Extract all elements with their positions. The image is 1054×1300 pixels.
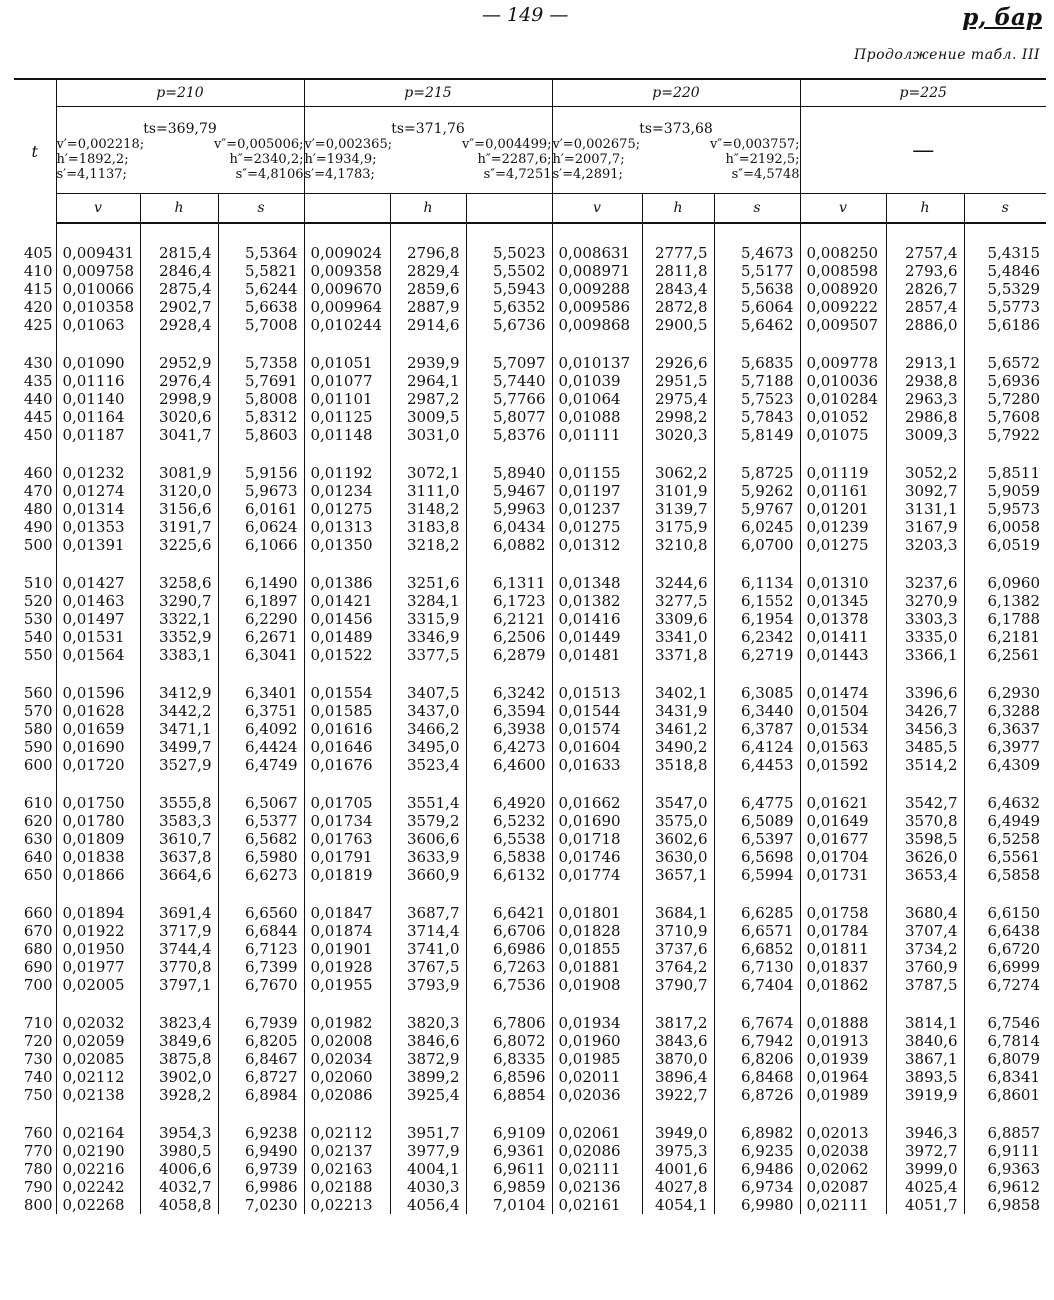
value-cell: 5,8940 5,9467 5,9963 6,0434 6,0882 <box>466 464 552 554</box>
value-cell: 6,8857 6,9111 6,9363 6,9612 6,9858 <box>987 1124 1041 1214</box>
value-cell: 2913,1 2938,8 2963,3 2986,8 3009,3 <box>886 354 964 444</box>
value-cell: 2952,9 2976,4 2998,9 3020,6 3041,7 <box>140 354 218 444</box>
value-cell: 6,3085 6,3440 6,3787 6,4124 6,4453 <box>714 684 800 774</box>
value-cell: 3547,0 3575,0 3602,6 3630,0 3657,1 <box>642 794 714 884</box>
value-cell: 0,009024 0,009358 0,009670 0,009964 0,010244 <box>304 244 390 334</box>
pressure-header-215: p=215 <box>304 79 552 107</box>
value-cell: 6,7546 6,7814 6,8079 6,8341 6,8601 <box>987 1014 1041 1104</box>
s-prime: s′=4,2891; <box>552 167 623 182</box>
block-gap <box>14 664 1046 684</box>
value-cell: 6,3242 6,3594 6,3938 6,4273 6,4600 <box>466 684 552 774</box>
col-header-h: h <box>140 194 218 224</box>
value-cell: 6,7939 6,8205 6,8467 6,8727 6,8984 <box>218 1014 304 1104</box>
temperature-cell: 405 410 415 420 425 <box>14 244 56 334</box>
col-header-h: h <box>642 194 714 224</box>
block-gap <box>14 884 1046 904</box>
value-cell: 6,4920 6,5232 6,5538 6,5838 6,6132 <box>466 794 552 884</box>
v-prime: v′=0,002675; <box>552 137 641 152</box>
value-cell: 3542,7 3570,8 3598,5 3626,0 3653,4 <box>886 794 964 884</box>
table-row-group <box>14 904 1046 994</box>
value-cell: 6,6285 6,6571 6,6852 6,7130 6,7404 <box>714 904 800 994</box>
value-cell: 2796,8 2829,4 2859,6 2887,9 2914,6 <box>390 244 466 334</box>
value-cell: 5,4315 5,4846 5,5329 5,5773 5,6186 <box>987 244 1041 334</box>
ts-215: ts=371,76 <box>304 107 552 138</box>
value-cell: 3258,6 3290,7 3322,1 3352,9 3383,1 <box>140 574 218 664</box>
value-cell: 3551,4 3579,2 3606,6 3633,9 3660,9 <box>390 794 466 884</box>
saturation-210 <box>56 137 304 194</box>
value-cell: 5,4673 5,5177 5,5638 5,6064 5,6462 <box>714 244 800 334</box>
temperature-cell: 760 770 780 790 800 <box>14 1124 56 1214</box>
value-cell: 3951,7 3977,9 4004,1 4030,3 4056,4 <box>390 1124 466 1214</box>
h-double-prime: h″=2340,2; <box>229 152 304 167</box>
value-cell: 6,1490 6,1897 6,2290 6,2671 6,3041 <box>218 574 304 664</box>
value-cell: 6,7806 6,8072 6,8335 6,8596 6,8854 <box>466 1014 552 1104</box>
value-cell: 6,9238 6,9490 6,9739 6,9986 7,0230 <box>218 1124 304 1214</box>
value-cell: 0,008250 0,008598 0,008920 0,009222 0,009507 <box>800 244 886 334</box>
value-cell: 5,5364 5,5821 5,6244 5,6638 5,7008 <box>218 244 304 334</box>
value-cell: 0,01386 0,01421 0,01456 0,01489 0,01522 <box>304 574 390 664</box>
table-row-group <box>14 464 1046 554</box>
col-header-v: v <box>800 194 886 224</box>
table-row-group <box>14 1124 1046 1214</box>
s-prime: s′=4,1783; <box>304 167 375 182</box>
value-cell: 6,1311 6,1723 6,2121 6,2506 6,2879 <box>466 574 552 664</box>
col-header-v: v <box>552 194 642 224</box>
value-cell: 3823,4 3849,6 3875,8 3902,0 3928,2 <box>140 1014 218 1104</box>
value-cell: 3946,3 3972,7 3999,0 4025,4 4051,7 <box>886 1124 964 1214</box>
value-cell: 2939,9 2964,1 2987,2 3009,5 3031,0 <box>390 354 466 444</box>
h-double-prime: h″=2287,6; <box>477 152 552 167</box>
value-cell: 0,01888 0,01913 0,01939 0,01964 0,01989 <box>800 1014 886 1104</box>
value-cell: 6,9109 6,9361 6,9611 6,9859 7,0104 <box>466 1124 552 1214</box>
value-cell: 0,01934 0,01960 0,01985 0,02011 0,02036 <box>552 1014 642 1104</box>
value-cell: 0,01155 0,01197 0,01237 0,01275 0,01312 <box>552 464 642 554</box>
value-cell: 0,01554 0,01585 0,01616 0,01646 0,01676 <box>304 684 390 774</box>
value-cell: 0,01051 0,01077 0,01101 0,01125 0,01148 <box>304 354 390 444</box>
table-row-group <box>14 354 1046 444</box>
temperature-cell: 710 720 730 740 750 <box>14 1014 56 1104</box>
value-cell: 3396,6 3426,7 3456,3 3485,5 3514,2 <box>886 684 964 774</box>
col-header-h: h <box>390 194 466 224</box>
block-gap <box>14 774 1046 794</box>
pressure-header-220: p=220 <box>552 79 800 107</box>
value-cell: 6,6421 6,6706 6,6986 6,7263 6,7536 <box>466 904 552 994</box>
value-cell: 6,4632 6,4949 6,5258 6,5561 6,5858 <box>987 794 1041 884</box>
temperature-cell: 660 670 680 690 700 <box>14 904 56 994</box>
value-cell: 5,6572 5,6936 5,7280 5,7608 5,7922 <box>987 354 1041 444</box>
ts-220: ts=373,68 <box>552 107 800 138</box>
col-header-s: s <box>714 194 800 224</box>
block-gap <box>14 223 1046 244</box>
value-cell: 3820,3 3846,6 3872,9 3899,2 3925,4 <box>390 1014 466 1104</box>
block-gap <box>14 994 1046 1014</box>
value-cell: 5,5023 5,5502 5,5943 5,6352 5,6736 <box>466 244 552 334</box>
value-cell: 3555,8 3583,3 3610,7 3637,8 3664,6 <box>140 794 218 884</box>
value-cell: 0,01801 0,01828 0,01855 0,01881 0,01908 <box>552 904 642 994</box>
pressure-header-210: p=210 <box>56 79 304 107</box>
value-cell: 3680,4 3707,4 3734,2 3760,9 3787,5 <box>886 904 964 994</box>
s-double-prime: s″=4,5748 <box>731 167 800 182</box>
h-prime: h′=2007,7; <box>552 152 625 167</box>
value-cell: 3407,5 3437,0 3466,2 3495,0 3523,4 <box>390 684 466 774</box>
value-cell: 0,01982 0,02008 0,02034 0,02060 0,02086 <box>304 1014 390 1104</box>
value-cell: 0,01090 0,01116 0,01140 0,01164 0,01187 <box>56 354 140 444</box>
value-cell: 0,009778 0,010036 0,010284 0,01052 0,01075 <box>800 354 886 444</box>
value-cell: 3052,2 3092,7 3131,1 3167,9 3203,3 <box>886 464 964 554</box>
v-double-prime: v″=0,004499; <box>461 137 552 152</box>
value-cell: 0,008631 0,008971 0,009288 0,009586 0,009868 <box>552 244 642 334</box>
value-cell: 3402,1 3431,9 3461,2 3490,2 3518,8 <box>642 684 714 774</box>
value-cell: 6,5067 6,5377 6,5682 6,5980 6,6273 <box>218 794 304 884</box>
ts-210: ts=369,79 <box>56 107 304 138</box>
value-cell: 6,6150 6,6438 6,6720 6,6999 6,7274 <box>987 904 1041 994</box>
value-cell: 3251,6 3284,1 3315,9 3346,9 3377,5 <box>390 574 466 664</box>
value-cell: 5,6835 5,7188 5,7523 5,7843 5,8149 <box>714 354 800 444</box>
value-cell: 5,7097 5,7440 5,7766 5,8077 5,8376 <box>466 354 552 444</box>
t-header: t <box>14 79 56 223</box>
value-cell: 3814,1 3840,6 3867,1 3893,5 3919,9 <box>886 1014 964 1104</box>
value-cell: 0,009431 0,009758 0,010066 0,010358 0,01063 <box>56 244 140 334</box>
table-row-group <box>14 794 1046 884</box>
table-row-group <box>14 244 1046 334</box>
value-cell: 0,010137 0,01039 0,01064 0,01088 0,01111 <box>552 354 642 444</box>
s-double-prime: s″=4,7251 <box>483 167 552 182</box>
value-cell: 0,01662 0,01690 0,01718 0,01746 0,01774 <box>552 794 642 884</box>
value-cell: 3244,6 3277,5 3309,6 3341,0 3371,8 <box>642 574 714 664</box>
temperature-cell: 460 470 480 490 500 <box>14 464 56 554</box>
temperature-cell: 610 620 630 640 650 <box>14 794 56 884</box>
v-prime: v′=0,002218; <box>56 137 145 152</box>
temperature-cell: 510 520 530 540 550 <box>14 574 56 664</box>
value-cell: 0,01596 0,01628 0,01659 0,01690 0,01720 <box>56 684 140 774</box>
table-row-group <box>14 684 1046 774</box>
value-cell: 3949,0 3975,3 4001,6 4027,8 4054,1 <box>642 1124 714 1214</box>
value-cell: 5,8725 5,9262 5,9767 6,0245 6,0700 <box>714 464 800 554</box>
value-cell: 0,02061 0,02086 0,02111 0,02136 0,02161 <box>552 1124 642 1214</box>
h-prime: h′=1892,2; <box>56 152 129 167</box>
col-header-h: h <box>886 194 964 224</box>
value-cell: 0,01427 0,01463 0,01497 0,01531 0,01564 <box>56 574 140 664</box>
value-cell: 0,01232 0,01274 0,01314 0,01353 0,01391 <box>56 464 140 554</box>
value-cell: 2926,6 2951,5 2975,4 2998,2 3020,3 <box>642 354 714 444</box>
value-cell: 2777,5 2811,8 2843,4 2872,8 2900,5 <box>642 244 714 334</box>
table-row-group <box>14 574 1046 664</box>
h-prime: h′=1934,9; <box>304 152 377 167</box>
col-header-s <box>466 194 552 224</box>
value-cell: 0,01192 0,01234 0,01275 0,01313 0,01350 <box>304 464 390 554</box>
value-cell: 6,6560 6,6844 6,7123 6,7399 6,7670 <box>218 904 304 994</box>
col-header-v <box>304 194 390 224</box>
value-cell: 3072,1 3111,0 3148,2 3183,8 3218,2 <box>390 464 466 554</box>
value-cell: 0,01621 0,01649 0,01677 0,01704 0,01731 <box>800 794 886 884</box>
temperature-cell: 430 435 440 445 450 <box>14 354 56 444</box>
v-double-prime: v″=0,005006; <box>213 137 304 152</box>
value-cell: 3412,9 3442,2 3471,1 3499,7 3527,9 <box>140 684 218 774</box>
col-header-s: s <box>964 194 1046 224</box>
value-cell: 2757,4 2793,6 2826,7 2857,4 2886,0 <box>886 244 964 334</box>
value-cell: 3684,1 3710,9 3737,6 3764,2 3790,7 <box>642 904 714 994</box>
continuation-note: Продолжение табл. III <box>853 47 1040 63</box>
value-cell: 0,01847 0,01874 0,01901 0,01928 0,01955 <box>304 904 390 994</box>
value-cell: 0,01750 0,01780 0,01809 0,01838 0,01866 <box>56 794 140 884</box>
value-cell: 3954,3 3980,5 4006,6 4032,7 4058,8 <box>140 1124 218 1214</box>
value-cell: 2815,4 2846,4 2875,4 2902,7 2928,4 <box>140 244 218 334</box>
block-gap <box>14 444 1046 464</box>
value-cell: 0,01758 0,01784 0,01811 0,01837 0,01862 <box>800 904 886 994</box>
value-cell: 6,7674 6,7942 6,8206 6,8468 6,8726 <box>714 1014 800 1104</box>
saturation-220 <box>552 137 800 194</box>
pressure-header-225: p=225 <box>800 79 1046 107</box>
col-header-s: s <box>218 194 304 224</box>
s-prime: s′=4,1137; <box>56 167 127 182</box>
page-number: — 149 — <box>482 4 569 26</box>
col-header-v: v <box>56 194 140 224</box>
value-cell: 0,01119 0,01161 0,01201 0,01239 0,01275 <box>800 464 886 554</box>
value-cell: 0,01513 0,01544 0,01574 0,01604 0,01633 <box>552 684 642 774</box>
temperature-cell: 560 570 580 590 600 <box>14 684 56 774</box>
value-cell: 3817,2 3843,6 3870,0 3896,4 3922,7 <box>642 1014 714 1104</box>
saturation-215 <box>304 137 552 194</box>
value-cell: 6,8982 6,9235 6,9486 6,9734 6,9980 <box>714 1124 800 1214</box>
value-cell: 0,01310 0,01345 0,01378 0,01411 0,01443 <box>800 574 886 664</box>
steam-properties-table <box>14 78 1046 1214</box>
value-cell: 3237,6 3270,9 3303,3 3335,0 3366,1 <box>886 574 964 664</box>
value-cell: 0,02164 0,02190 0,02216 0,02242 0,02268 <box>56 1124 140 1214</box>
table-row-group <box>14 1014 1046 1104</box>
value-cell: 5,8511 5,9059 5,9573 6,0058 6,0519 <box>987 464 1041 554</box>
value-cell: 0,02112 0,02137 0,02163 0,02188 0,02213 <box>304 1124 390 1214</box>
value-cell: 3081,9 3120,0 3156,6 3191,7 3225,6 <box>140 464 218 554</box>
value-cell: 0,01705 0,01734 0,01763 0,01791 0,01819 <box>304 794 390 884</box>
no-saturation-dash: — <box>800 107 1046 194</box>
v-double-prime: v″=0,003757; <box>709 137 800 152</box>
s-double-prime: s″=4,8106 <box>235 167 304 182</box>
value-cell: 5,7358 5,7691 5,8008 5,8312 5,8603 <box>218 354 304 444</box>
value-cell: 3687,7 3714,4 3741,0 3767,5 3793,9 <box>390 904 466 994</box>
value-cell: 6,1134 6,1552 6,1954 6,2342 6,2719 <box>714 574 800 664</box>
value-cell: 0,01474 0,01504 0,01534 0,01563 0,01592 <box>800 684 886 774</box>
value-cell: 3062,2 3101,9 3139,7 3175,9 3210,8 <box>642 464 714 554</box>
block-gap <box>14 554 1046 574</box>
value-cell: 0,01894 0,01922 0,01950 0,01977 0,02005 <box>56 904 140 994</box>
value-cell: 6,4775 6,5089 6,5397 6,5698 6,5994 <box>714 794 800 884</box>
block-gap <box>14 1104 1046 1124</box>
block-gap <box>14 334 1046 354</box>
value-cell: 6,0960 6,1382 6,1788 6,2181 6,2561 <box>987 574 1041 664</box>
value-cell: 5,9156 5,9673 6,0161 6,0624 6,1066 <box>218 464 304 554</box>
value-cell: 6,3401 6,3751 6,4092 6,4424 6,4749 <box>218 684 304 774</box>
unit-label: p, бар <box>962 4 1042 31</box>
h-double-prime: h″=2192,5; <box>725 152 800 167</box>
value-cell: 0,01348 0,01382 0,01416 0,01449 0,01481 <box>552 574 642 664</box>
value-cell: 3691,4 3717,9 3744,4 3770,8 3797,1 <box>140 904 218 994</box>
value-cell: 0,02032 0,02059 0,02085 0,02112 0,02138 <box>56 1014 140 1104</box>
value-cell: 6,2930 6,3288 6,3637 6,3977 6,4309 <box>987 684 1041 774</box>
v-prime: v′=0,002365; <box>304 137 393 152</box>
value-cell: 0,02013 0,02038 0,02062 0,02087 0,02111 <box>800 1124 886 1214</box>
